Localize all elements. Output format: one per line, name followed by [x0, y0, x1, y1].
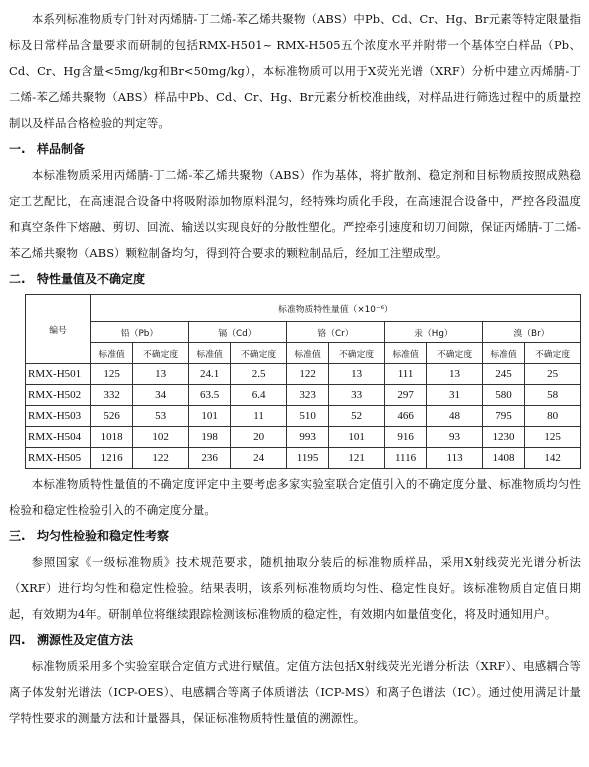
table-subheader: 标准值	[188, 343, 230, 364]
table-cell-uncertainty: 13	[427, 364, 483, 385]
table-cell-value: 63.5	[188, 385, 230, 406]
table-subheader: 不确定度	[133, 343, 189, 364]
table-cell-code: RMX-H503	[26, 406, 91, 427]
table-header-element: 溴（Br）	[482, 322, 580, 343]
section-paragraph-3: 参照国家《一级标准物质》技术规范要求，随机抽取分装后的标准物质样品，采用X射线荧光光谱分析法（XRF）进行均匀性和稳定性检验。结果表明，该系列标准物质均匀性、稳定性良好。该标准物质自定值日期起，有效期为4年。研制单位将继续跟踪检测该标准物质的稳定性，有效期内如量值变化，将及时通知用户。	[9, 555, 581, 621]
intro-paragraph: 本系列标准物质专门针对丙烯腈-丁二烯-苯乙烯共聚物（ABS）中Pb、Cd、Cr、Hg、Br元素等特定限量指标及日常样品含量要求而研制的包括RMX-H501~ RMX-H505五个浓度水平并附带一个基体空白样品（Pb、Cd、Cr、Hg含量<5mg/kg和Br<50mg/kg），本标准物质可以用于X荧光光谱（XRF）分析中建立丙烯腈-丁二烯-苯乙烯共聚物（ABS）样品中Pb、Cd、Cr、Hg、Br元素分析校准曲线，对样品进行筛选过程中的质量控制以及样品合格检验的判定等。	[9, 12, 581, 130]
section-paragraph-1: 本标准物质采用丙烯腈-丁二烯-苯乙烯共聚物（ABS）作为基体，将扩散剂、稳定剂和目标物质按照成熟稳定工艺配比，在高速混合设备中将吸附添加物原料混匀，经特殊均质化手段，在高速混合设备中，严控各段温度和真空条件下熔融、剪切、回流、输送以实现良好的分散性塑化。严控牵引速度和切刀间隙，保证丙烯腈-丁二烯-苯乙烯共聚物（ABS）颗粒制备均匀，得到符合要求的颗粒制品后，经加工注塑成型。	[9, 168, 581, 260]
table-cell-value: 122	[286, 364, 328, 385]
table-cell-value: 580	[482, 385, 524, 406]
table-subheader: 不确定度	[329, 343, 385, 364]
table-cell-uncertainty: 53	[133, 406, 189, 427]
table-header-group: 标准物质特性量值（×10⁻⁶）	[91, 295, 581, 322]
table-cell-value: 1230	[482, 427, 524, 448]
table-cell-value: 1195	[286, 448, 328, 469]
table-cell-code: RMX-H501	[26, 364, 91, 385]
table-cell-value: 795	[482, 406, 524, 427]
table-cell-uncertainty: 125	[525, 427, 581, 448]
section-paragraph-2: 本标准物质特性量值的不确定度评定中主要考虑多家实验室联合定值引入的不确定度分量、标准物质均匀性检验和稳定性检验引入的不确定度分量。	[9, 477, 581, 517]
section-paragraph-4: 标准物质采用多个实验室联合定值方式进行赋值。定值方法包括X射线荧光光谱分析法（XRF）、电感耦合等离子体发射光谱法（ICP-OES）、电感耦合等离子体质谱法（ICP-MS）和离子色谱法（IC）。通过使用满足计量学特性要求的测量方法和计量器具，保证标准物质特性量值的溯源性。	[9, 659, 581, 725]
table-subheader: 不确定度	[525, 343, 581, 364]
section-number: 二.	[9, 272, 26, 286]
section-title: 溯源性及定值方法	[37, 633, 134, 647]
table-header-code: 编号	[26, 295, 91, 364]
table-cell-uncertainty: 48	[427, 406, 483, 427]
table-cell-code: RMX-H504	[26, 427, 91, 448]
table-subheader: 标准值	[286, 343, 328, 364]
table-cell-uncertainty: 20	[231, 427, 287, 448]
table-cell-code: RMX-H502	[26, 385, 91, 406]
table-cell-value: 1408	[482, 448, 524, 469]
table-cell-value: 332	[91, 385, 133, 406]
table-cell-uncertainty: 101	[329, 427, 385, 448]
table-subheader: 标准值	[384, 343, 426, 364]
table-cell-uncertainty: 2.5	[231, 364, 287, 385]
table-cell-uncertainty: 24	[231, 448, 287, 469]
table-cell-uncertainty: 33	[329, 385, 385, 406]
table-cell-value: 1216	[91, 448, 133, 469]
table-cell-value: 24.1	[188, 364, 230, 385]
section-number: 三.	[9, 529, 26, 543]
table-subheader: 标准值	[482, 343, 524, 364]
table-row	[26, 448, 581, 469]
table-cell-value: 323	[286, 385, 328, 406]
section-heading-2	[9, 266, 581, 292]
table-cell-uncertainty: 13	[329, 364, 385, 385]
table-row	[26, 364, 581, 385]
table-cell-uncertainty: 102	[133, 427, 189, 448]
table-cell-value: 125	[91, 364, 133, 385]
table-cell-value: 916	[384, 427, 426, 448]
table-cell-value: 466	[384, 406, 426, 427]
table-cell-value: 198	[188, 427, 230, 448]
section-title: 特性量值及不确定度	[37, 272, 146, 286]
table-cell-code: RMX-H505	[26, 448, 91, 469]
table-cell-value: 297	[384, 385, 426, 406]
table-cell-uncertainty: 34	[133, 385, 189, 406]
table-cell-uncertainty: 113	[427, 448, 483, 469]
section-number: 一.	[9, 142, 26, 156]
table-cell-uncertainty: 93	[427, 427, 483, 448]
table-cell-uncertainty: 6.4	[231, 385, 287, 406]
table-cell-value: 111	[384, 364, 426, 385]
section-heading-3	[9, 523, 581, 549]
table-subheader: 标准值	[91, 343, 133, 364]
table-row	[26, 406, 581, 427]
table-row	[26, 385, 581, 406]
table-cell-uncertainty: 122	[133, 448, 189, 469]
table-cell-value: 993	[286, 427, 328, 448]
table-cell-uncertainty: 142	[525, 448, 581, 469]
table-header-element: 铬（Cr）	[286, 322, 384, 343]
table-header-element: 铅（Pb）	[91, 322, 189, 343]
table-cell-uncertainty: 31	[427, 385, 483, 406]
table-row	[26, 427, 581, 448]
table-cell-uncertainty: 58	[525, 385, 581, 406]
table-header-element: 汞（Hg）	[384, 322, 482, 343]
section-title: 均匀性检验和稳定性考察	[37, 529, 170, 543]
table-cell-value: 510	[286, 406, 328, 427]
table-cell-value: 526	[91, 406, 133, 427]
table-cell-value: 1116	[384, 448, 426, 469]
section-number: 四.	[9, 633, 26, 647]
table-cell-value: 1018	[91, 427, 133, 448]
table-cell-uncertainty: 80	[525, 406, 581, 427]
table-cell-uncertainty: 121	[329, 448, 385, 469]
table-subheader: 不确定度	[231, 343, 287, 364]
table-body	[26, 364, 581, 469]
table-header-element: 镉（Cd）	[188, 322, 286, 343]
table-cell-value: 245	[482, 364, 524, 385]
table-cell-value: 101	[188, 406, 230, 427]
table-cell-uncertainty: 11	[231, 406, 287, 427]
table-cell-uncertainty: 25	[525, 364, 581, 385]
table-subheader: 不确定度	[427, 343, 483, 364]
table-cell-value: 236	[188, 448, 230, 469]
section-title: 样品制备	[37, 142, 86, 156]
section-heading-4	[9, 627, 581, 653]
table-cell-uncertainty: 52	[329, 406, 385, 427]
section-heading-1	[9, 136, 581, 162]
table-cell-uncertainty: 13	[133, 364, 189, 385]
property-values-table	[25, 294, 581, 469]
